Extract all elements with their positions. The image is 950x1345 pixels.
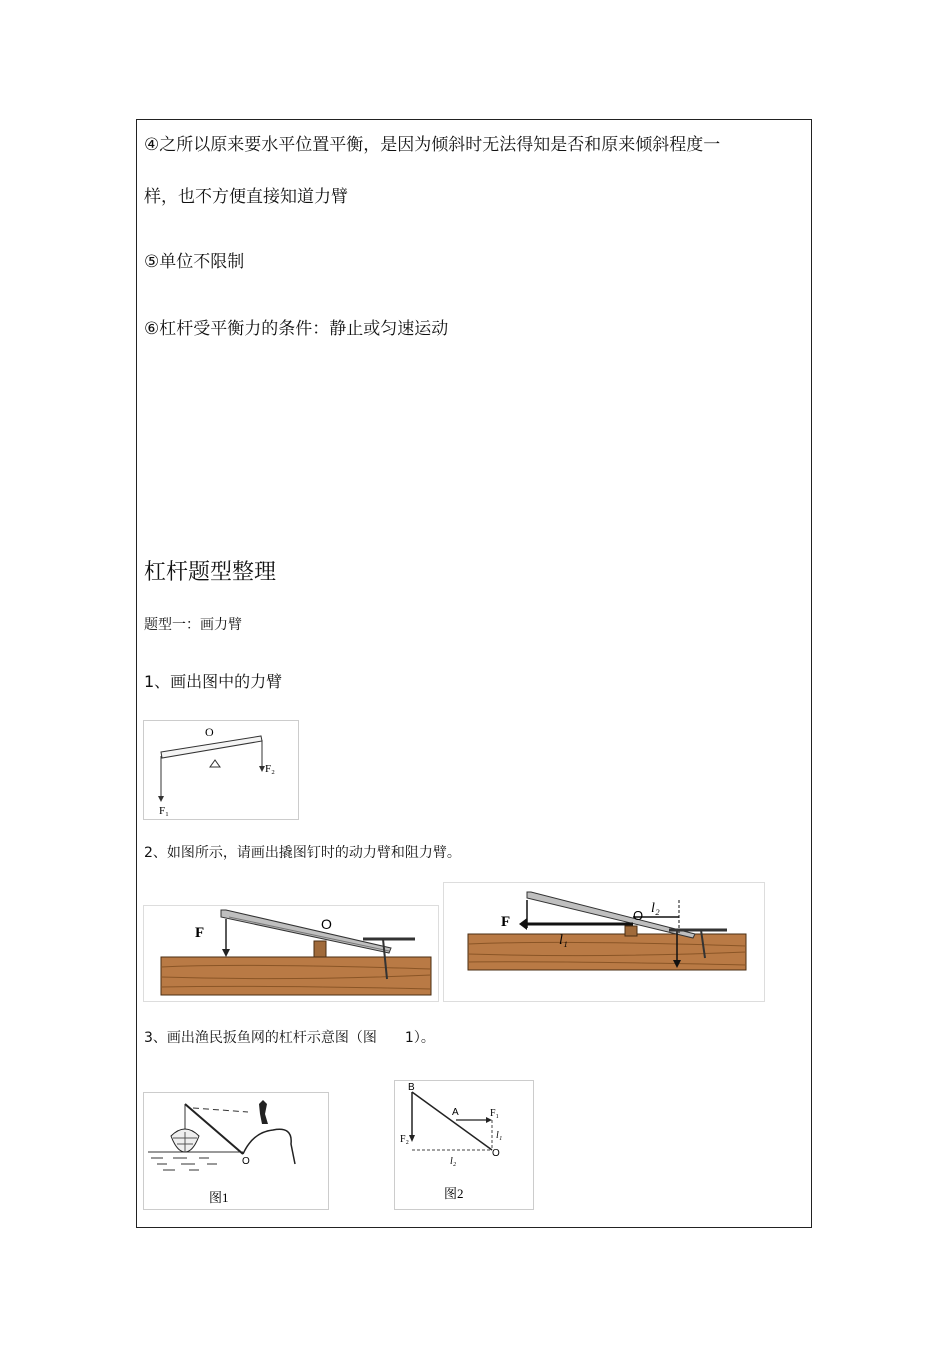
figure-caption-1: 图1 bbox=[209, 1190, 229, 1205]
pivot-label: O bbox=[205, 725, 214, 739]
question-2: 2、如图所示，请画出撬图钉时的动力臂和阻力臂。 bbox=[144, 845, 461, 861]
point-label-a: A bbox=[452, 1107, 459, 1118]
force-label-f2: F₂ bbox=[400, 1134, 410, 1145]
arm-label-l1: l₁ bbox=[559, 933, 568, 948]
force-label-f: F bbox=[195, 925, 205, 941]
figure-lever-diagram bbox=[394, 1080, 534, 1210]
force-label-f1: F₁ bbox=[159, 805, 169, 817]
text-line-4-cont: 样，也不方便直接知道力臂 bbox=[144, 187, 348, 207]
question-type-1: 题型一：画力臂 bbox=[144, 617, 242, 633]
question-1: 1、画出图中的力臂 bbox=[144, 672, 283, 691]
force-label-f: F bbox=[501, 914, 511, 930]
point-label-b: B bbox=[408, 1082, 415, 1093]
force-label-f1: F₁ bbox=[490, 1108, 500, 1119]
pivot-label: O bbox=[492, 1148, 500, 1159]
pivot-label: O bbox=[633, 908, 644, 923]
figure-pry-pin-answer bbox=[443, 882, 765, 1002]
figure-fisherman bbox=[143, 1092, 329, 1210]
arm-label-l2: l₂ bbox=[651, 901, 660, 916]
figure-lever-1 bbox=[143, 720, 299, 820]
figure-caption-2: 图2 bbox=[444, 1186, 464, 1201]
force-label-f2: F₂ bbox=[265, 763, 275, 775]
arm-label-l1: l₁ bbox=[496, 1130, 503, 1141]
text-line-6: ⑥杠杆受平衡力的条件：静止或匀速运动 bbox=[144, 319, 449, 339]
section-heading: 杠杆题型整理 bbox=[144, 560, 277, 585]
pivot-label: O bbox=[321, 916, 332, 932]
text-line-5: ⑤单位不限制 bbox=[144, 252, 245, 272]
figure-pry-pin-question bbox=[143, 905, 439, 1002]
pivot-label: O bbox=[242, 1156, 250, 1167]
arm-label-l2: l₂ bbox=[450, 1156, 457, 1167]
text-line-4: ④之所以原来要水平位置平衡，是因为倾斜时无法得知是否和原来倾斜程度一 bbox=[144, 135, 721, 155]
question-3: 3、画出渔民扳鱼网的杠杆示意图（图 1）。 bbox=[144, 1030, 435, 1046]
